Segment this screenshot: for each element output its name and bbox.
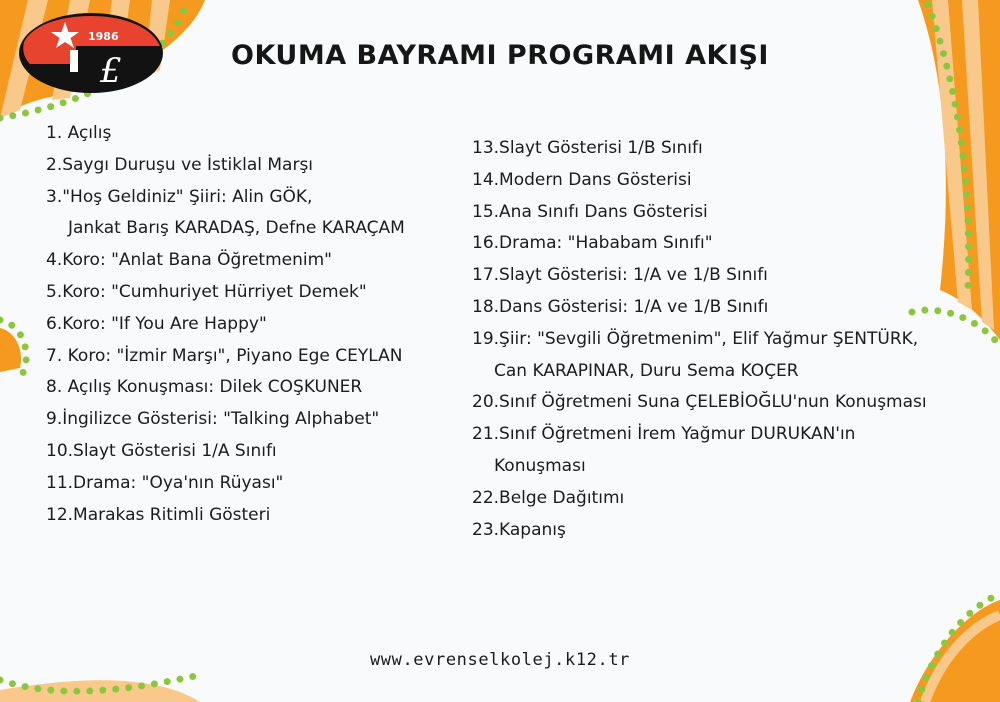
program-item: [472, 387, 972, 419]
logo-white-step: [70, 50, 78, 72]
page-title: OKUMA BAYRAMI PROGRAMI AKIŞI: [231, 40, 769, 71]
program-item: [46, 468, 456, 500]
program-item: [472, 197, 972, 229]
program-item-text: 9.İngilizce Gösterisi: "Talking Alphabet": [46, 409, 380, 430]
program-item: [46, 500, 456, 532]
program-item: [46, 277, 456, 309]
program-item-text: 23.Kapanış: [472, 519, 566, 540]
program-item-text: 11.Drama: "Oya'nın Rüyası": [46, 472, 284, 493]
program-item-text: 7. Koro: "İzmir Marşı", Piyano Ege CEYLAN: [46, 345, 403, 366]
program-item: [46, 404, 456, 436]
program-item: [472, 228, 972, 260]
program-item-text: 15.Ana Sınıfı Dans Gösterisi: [472, 201, 708, 222]
program-item: [472, 419, 972, 483]
program-item-continuation: Can KARAPINAR, Duru Sema KOÇER: [494, 360, 799, 381]
program-item-text: 13.Slayt Gösterisi 1/B Sınıfı: [472, 138, 703, 158]
bottom-right-arc: [910, 594, 1000, 702]
program-item-text: 2.Saygı Duruşu ve İstiklal Marşı: [46, 154, 314, 175]
program-item-text: 14.Modern Dans Gösterisi: [472, 169, 692, 190]
program-item: [472, 515, 972, 547]
program-item-text: 4.Koro: "Anlat Bana Öğretmenim": [46, 250, 332, 271]
program-item-text: 16.Drama: "Hababam Sınıfı": [472, 233, 713, 254]
program-item-continuation: Konuşması: [494, 455, 586, 476]
program-item-text: 22.Belge Dağıtımı: [472, 487, 625, 508]
program-item-text: 21.Sınıf Öğretmeni İrem Yağmur DURUKAN'ın: [472, 424, 856, 445]
logo-year: 1986: [88, 30, 119, 43]
pound-icon: £: [100, 51, 122, 91]
left-edge-arc: [0, 320, 26, 375]
program-item: [46, 118, 456, 150]
bottom-left-arc: [0, 675, 200, 702]
program-list-right: [472, 133, 972, 546]
program-item-text: 12.Marakas Ritimli Gösteri: [46, 504, 271, 525]
program-item-text: 19.Şiir: "Sevgili Öğretmenim", Elif Yağmur ŞENTÜRK,: [472, 328, 919, 349]
program-item: [472, 292, 972, 324]
program-item: [46, 182, 456, 246]
website-url: www.evrenselkolej.k12.tr: [369, 650, 631, 670]
program-item-text: 17.Slayt Gösterisi: 1/A ve 1/B Sınıfı: [472, 265, 768, 286]
program-item: [46, 436, 456, 468]
program-item-text: 10.Slayt Gösterisi 1/A Sınıfı: [46, 440, 277, 461]
program-item: [472, 483, 972, 515]
program-item-text: 6.Koro: "If You Are Happy": [46, 313, 267, 334]
program-item-text: 18.Dans Gösterisi: 1/A ve 1/B Sınıfı: [472, 296, 769, 317]
program-item: [46, 309, 456, 341]
program-item: [472, 260, 972, 292]
program-item-text: 3."Hoş Geldiniz" Şiiri: Alin GÖK,: [46, 186, 313, 207]
program-item-text: 5.Koro: "Cumhuriyet Hürriyet Demek": [46, 281, 367, 302]
program-item-continuation: Jankat Barış KARADAŞ, Defne KARAÇAM: [68, 218, 405, 239]
program-item: [46, 245, 456, 277]
program-item-text: 20.Sınıf Öğretmeni Suna ÇELEBİOĞLU'nun Konuşması: [472, 392, 927, 413]
program-item: [472, 133, 972, 165]
program-item: [46, 341, 456, 373]
program-item-text: 1. Açılış: [46, 123, 112, 143]
program-item: [472, 165, 972, 197]
program-item-text: 8. Açılış Konuşması: Dilek COŞKUNER: [46, 377, 363, 398]
program-list-left: [46, 118, 456, 531]
program-item: [472, 324, 972, 388]
program-item: [46, 372, 456, 404]
program-item: [46, 150, 456, 182]
school-logo: [18, 12, 164, 94]
